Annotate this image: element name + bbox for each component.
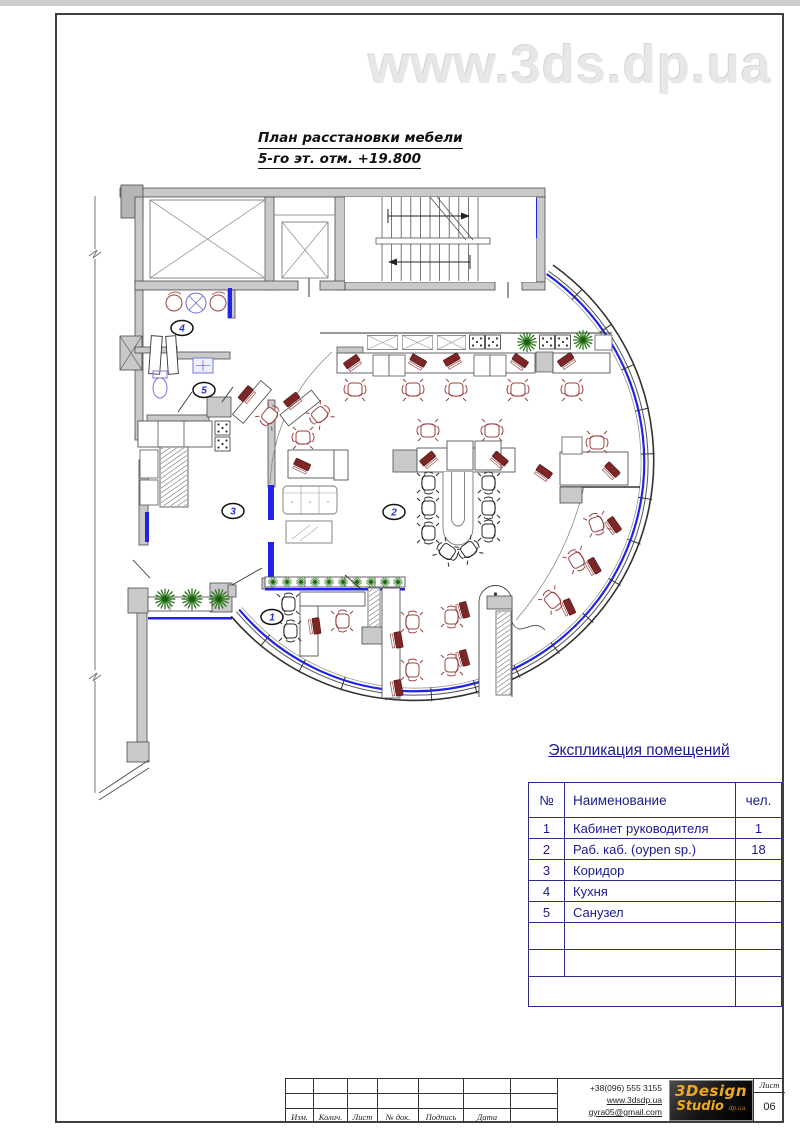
- tb-label-list: Лист: [352, 1112, 373, 1122]
- title-block: [285, 1078, 784, 1123]
- svg-text:3: 3: [230, 506, 236, 518]
- table-row-empty: [529, 923, 782, 950]
- sheet-number: 06: [763, 1101, 776, 1113]
- open-space-left: [232, 381, 348, 543]
- elevator-shafts: [150, 200, 335, 278]
- schedule-col-people: чел.: [736, 783, 782, 818]
- plan-title-line1: План расстановки мебели: [258, 131, 463, 149]
- tb-label-podpis: Подпись: [425, 1112, 457, 1122]
- svg-text:4: 4: [179, 323, 185, 335]
- svg-text:1: 1: [269, 612, 275, 624]
- room-label-3: [222, 504, 244, 519]
- tb-label-ndok: № док.: [385, 1112, 411, 1122]
- schedule-title: Экспликация помещений: [548, 742, 730, 759]
- wc: [147, 336, 233, 424]
- contact-phone: +38(096) 555 3155: [589, 1083, 662, 1093]
- table-row-empty: [529, 977, 782, 1007]
- tb-label-kolich: Колич.: [318, 1112, 343, 1122]
- table-row: 3 Коридор: [529, 860, 782, 881]
- watermark: www.3ds.dp.ua: [368, 35, 773, 95]
- corridor: [138, 421, 230, 542]
- plan-title-line2: 5-го эт. отм. +19.800: [258, 152, 421, 170]
- schedule-col-name: Наименование: [565, 783, 736, 818]
- schedule-col-no: №: [529, 783, 565, 818]
- table-row: 1 Кабинет руководителя 1: [529, 818, 782, 839]
- sofa: [283, 486, 337, 514]
- room-label-5: [193, 383, 215, 398]
- open-space-bottom: [362, 586, 545, 699]
- svg-text:5: 5: [201, 385, 207, 397]
- table-row: 4 Кухня: [529, 881, 782, 902]
- open-space-top-row: [320, 330, 612, 401]
- tb-label-izm: Изм.: [291, 1112, 308, 1122]
- table-row: 2 Раб. каб. (oypen sp.) 18: [529, 839, 782, 860]
- studio-logo: [669, 1080, 753, 1121]
- room-label-1: [261, 610, 283, 625]
- contact-info: [558, 1079, 666, 1123]
- email-link[interactable]: gyra05@gmail.com: [588, 1107, 662, 1117]
- open-space-right: [534, 431, 640, 617]
- table-row-empty: [529, 950, 782, 977]
- table-row: 5 Санузел: [529, 902, 782, 923]
- logo-line2: Studio: [676, 1099, 724, 1114]
- conference-zone: [393, 419, 515, 567]
- sheet-number-cell: [753, 1079, 785, 1123]
- room-label-4: [171, 321, 193, 336]
- logo-line1: 3Design: [674, 1082, 748, 1100]
- stairwell: [345, 197, 536, 282]
- coffee-table: [286, 521, 332, 543]
- site-link[interactable]: www.3dsdp.ua: [606, 1095, 662, 1105]
- room-label-2: [383, 505, 405, 520]
- room-schedule-table: [528, 782, 782, 1007]
- schedule-header-row: [529, 783, 782, 818]
- tb-label-data: Дата: [476, 1112, 498, 1122]
- svg-text:2: 2: [391, 507, 397, 519]
- sheet-label: Лист: [754, 1080, 785, 1093]
- logo-suffix: dp.ua: [728, 1105, 746, 1112]
